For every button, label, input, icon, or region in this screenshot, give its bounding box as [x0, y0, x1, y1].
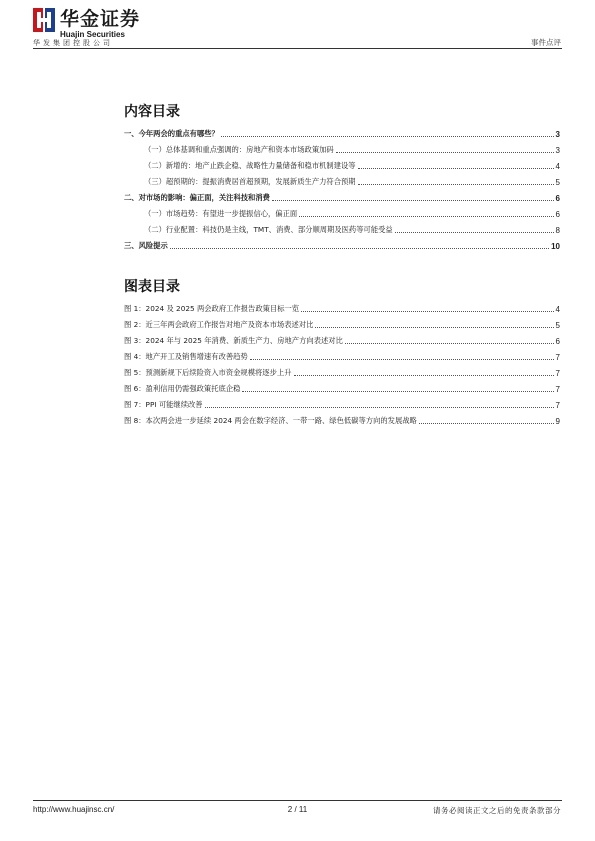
leader-dots — [336, 151, 554, 153]
leader-dots — [221, 135, 554, 137]
figure-entry-page: 5 — [555, 321, 560, 330]
toc-entry-page: 8 — [555, 226, 560, 235]
figure-entry[interactable] — [124, 318, 560, 330]
toc-entry[interactable] — [124, 159, 560, 171]
toc-entry-label: （一）总体基调和重点强调的：房地产和资本市场政策加码 — [144, 145, 334, 154]
figure-entry-page: 7 — [555, 401, 560, 410]
toc-entry[interactable] — [124, 239, 560, 251]
toc-entry-label: （一）市场趋势：有望进一步提振信心，偏正面 — [144, 209, 298, 218]
toc-entry-page: 3 — [555, 130, 560, 139]
toc-entry[interactable] — [124, 127, 560, 139]
toc-entry-label: （二）行业配置：科技仍是主线，TMT、消费、部分顺周期及医药等可能受益 — [144, 225, 393, 234]
leader-dots — [242, 390, 553, 392]
toc-entry-page: 6 — [555, 210, 560, 219]
figure-entry-label: 图 8：本次两会进一步延续 2024 两会在数字经济、一带一路、绿色低碳等方向的发展战略 — [124, 416, 417, 425]
figure-entry-page: 6 — [555, 337, 560, 346]
toc-entry-label: （二）新增的：地产止跌企稳、战略性力量储备和稳市机制建设等 — [144, 161, 356, 170]
figure-entry[interactable] — [124, 414, 560, 426]
leader-dots — [205, 406, 554, 408]
toc-entry-label: 一、今年两会的重点有哪些？ — [124, 129, 219, 138]
figure-entry-label: 图 6：盈利信用仍需强政策托底企稳 — [124, 384, 241, 393]
figure-entry-label: 图 3：2024 年与 2025 年消费、新质生产力、房地产方向表述对比 — [124, 336, 343, 345]
huajin-logo-icon — [33, 8, 55, 32]
toc-entry[interactable] — [124, 143, 560, 155]
leader-dots — [358, 167, 554, 169]
figure-entry[interactable] — [124, 382, 560, 394]
toc-entry[interactable] — [124, 223, 560, 235]
toc-entry-label: 三、风险提示 — [124, 241, 168, 250]
figures-title: 图表目录 — [124, 279, 180, 295]
page-indicator: 2 / 11 — [287, 805, 308, 814]
figure-entry[interactable] — [124, 366, 560, 378]
figure-entry-label: 图 4：地产开工及销售增速有改善趋势 — [124, 352, 248, 361]
figure-entry-label: 图 2：近三年两会政府工作报告对地产及资本市场表述对比 — [124, 320, 314, 329]
leader-dots — [358, 183, 554, 185]
figure-entry-label: 图 7：PPI 可能继续改善 — [124, 400, 203, 409]
toc-entry-label: 二、对市场的影响：偏正面，关注科技和消费 — [124, 193, 270, 202]
figure-entry[interactable] — [124, 398, 560, 410]
toc-entry-page: 6 — [555, 194, 560, 203]
footer-disclaimer: 请务必阅读正文之后的免责条款部分 — [433, 806, 561, 815]
figure-entry-label: 图 1：2024 及 2025 两会政府工作报告政策目标一览 — [124, 304, 300, 313]
toc-entry[interactable] — [124, 175, 560, 187]
leader-dots — [170, 247, 549, 249]
contents-list — [124, 127, 560, 257]
leader-dots — [395, 231, 554, 233]
figure-entry-label: 图 5：预测新规下后续险资入市资金规模将逐步上升 — [124, 368, 292, 377]
leader-dots — [419, 422, 554, 424]
figure-entry-page: 9 — [555, 417, 560, 426]
brand-name-cn: 华金证券 — [60, 8, 141, 30]
figures-list — [124, 302, 560, 432]
toc-entry[interactable] — [124, 207, 560, 219]
figure-entry-page: 7 — [555, 353, 560, 362]
figure-entry-page: 4 — [555, 305, 560, 314]
document-type: 事件点评 — [531, 38, 561, 47]
footer-url[interactable]: http://www.huajinsc.cn/ — [33, 805, 115, 814]
footer-divider — [33, 800, 562, 801]
toc-entry[interactable] — [124, 191, 560, 203]
leader-dots — [272, 199, 554, 201]
figure-entry-page: 7 — [555, 385, 560, 394]
toc-entry-page: 10 — [551, 242, 560, 251]
brand-name-en: Huajin Securities — [60, 30, 125, 39]
figure-entry[interactable] — [124, 334, 560, 346]
leader-dots — [294, 374, 554, 376]
figure-entry[interactable] — [124, 302, 560, 314]
leader-dots — [299, 215, 553, 217]
figure-entry-page: 7 — [555, 369, 560, 378]
leader-dots — [301, 310, 553, 312]
group-name: 华发集团控股公司 — [33, 39, 113, 47]
figure-entry[interactable] — [124, 350, 560, 362]
contents-title: 内容目录 — [124, 104, 180, 120]
toc-entry-page: 5 — [555, 178, 560, 187]
leader-dots — [315, 326, 553, 328]
toc-entry-page: 3 — [555, 146, 560, 155]
toc-entry-label: （三）超预期的：提振消费居首超预期，发展新质生产力符合预期 — [144, 177, 356, 186]
leader-dots — [345, 342, 554, 344]
header-divider — [33, 48, 562, 49]
toc-entry-page: 4 — [555, 162, 560, 171]
leader-dots — [250, 358, 554, 360]
